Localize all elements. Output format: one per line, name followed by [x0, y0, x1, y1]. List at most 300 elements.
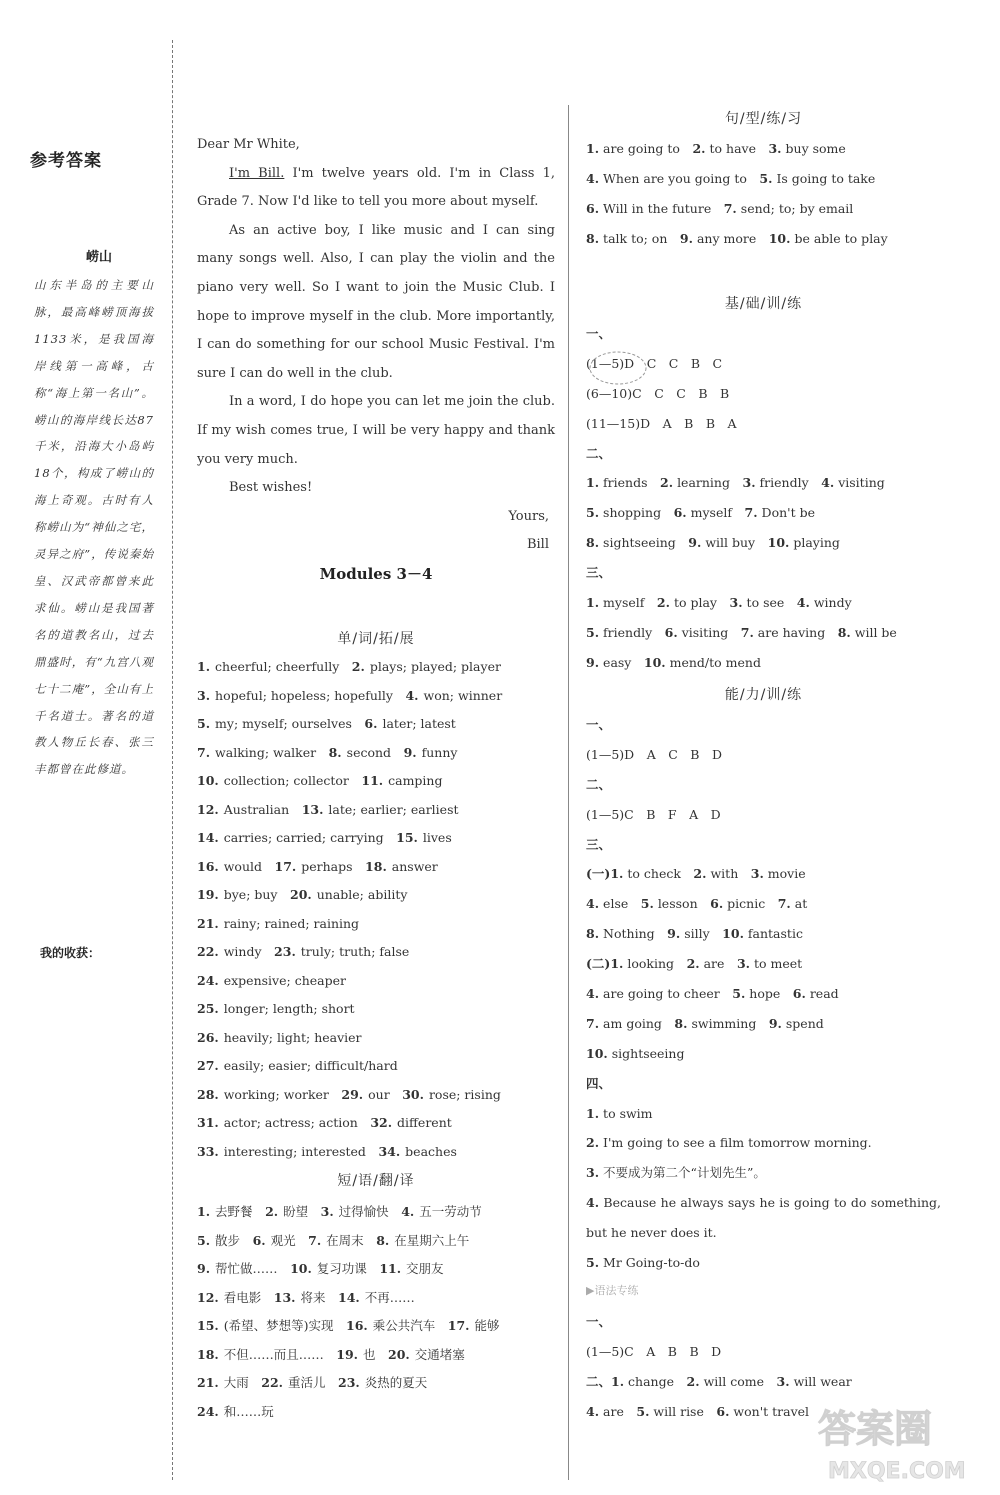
answer-text: learning — [677, 475, 730, 491]
answer-text: A — [662, 415, 672, 431]
answer-text: 看电影 — [223, 1289, 262, 1305]
item-number: 3. — [776, 1373, 790, 1389]
answer-text: B — [689, 1343, 699, 1359]
answer-line — [197, 938, 502, 967]
answer-text: hopeful; hopeless; hopefully — [215, 687, 393, 703]
answer-text: B — [646, 806, 656, 822]
answer-text: (希望、梦想等)实现 — [223, 1318, 334, 1333]
answer-text: 过得愉快 — [338, 1204, 389, 1219]
answer-text: A — [646, 1343, 656, 1359]
answer-line — [197, 710, 502, 739]
answer-text: friends — [603, 475, 648, 491]
answer-text: are going to cheer — [603, 986, 720, 1002]
item-number: 13. — [273, 1289, 296, 1305]
grammar-practice-tag: ▶语法专练 — [586, 1284, 639, 1297]
answer-line — [586, 919, 941, 949]
item-number: 2. — [656, 595, 670, 611]
answer-line — [586, 319, 897, 349]
answer-text: (1—5)C — [586, 1343, 634, 1359]
item-number: 6. — [252, 1232, 266, 1248]
answer-text: C — [668, 746, 678, 762]
answer-line — [586, 1158, 941, 1188]
item-number: 7. — [740, 624, 754, 640]
sample-letter — [197, 131, 555, 560]
item-number: 23. — [338, 1375, 360, 1390]
answer-line — [586, 1128, 941, 1158]
answer-line — [586, 800, 941, 830]
item-number: 20. — [290, 887, 312, 902]
item-number: 18. — [365, 858, 387, 874]
answer-line — [197, 995, 502, 1024]
item-number: 27. — [197, 1058, 219, 1073]
section-ability-title: 能/力/训/练 — [724, 687, 803, 703]
answer-line — [586, 710, 941, 740]
answer-text: to play — [673, 595, 717, 611]
letter-paragraph-2: As an active boy, I like music and I can sing many songs well. Also, I can play the violin and the piano very well. So I want to join the Music Club. I hope to improve myself in the club. More importantly, I can do something for our school Music Festival. I'm sure I can do well in the club. — [197, 222, 555, 381]
answer-text: to check — [627, 866, 681, 882]
item-number: 4. — [586, 170, 600, 186]
answer-text: friendly — [603, 624, 653, 640]
answer-text: windy — [813, 595, 852, 611]
answer-text: playing — [793, 535, 840, 551]
item-number: 5. — [759, 170, 773, 186]
item-number: 20. — [388, 1346, 410, 1362]
item-number: 9. — [667, 926, 681, 942]
answer-text: B — [698, 385, 708, 401]
answer-text: are — [703, 956, 725, 972]
answer-text: spend — [785, 1015, 824, 1031]
phrase-answers — [197, 1198, 500, 1426]
item-number: 15. — [396, 830, 418, 845]
answer-text: collection; collector — [223, 773, 349, 788]
item-number: 28. — [197, 1086, 219, 1102]
answer-line — [586, 770, 941, 800]
item-number: 3. — [197, 687, 211, 703]
answer-text: be able to play — [794, 230, 888, 246]
answer-text: (1—5)C — [586, 806, 634, 822]
answer-text: (11—15)D — [586, 415, 651, 431]
answer-text: easily; easier; difficult/hard — [223, 1058, 398, 1073]
answer-text: B — [684, 415, 694, 431]
answer-text: silly — [684, 926, 710, 942]
answer-text: 散步 — [215, 1232, 241, 1248]
item-number: 10. — [643, 654, 666, 670]
item-number: 1. — [586, 595, 600, 611]
answer-text: perhaps — [301, 858, 353, 874]
answer-text: 不但……而且…… — [223, 1346, 324, 1362]
answer-text: interesting; interested — [223, 1143, 366, 1159]
answer-line — [586, 558, 897, 588]
item-number: 6. — [716, 1403, 730, 1419]
item-number: (二)1. — [586, 956, 624, 972]
answer-text: would — [223, 858, 263, 874]
answer-text: A — [689, 806, 699, 822]
answer-text: B — [690, 355, 701, 371]
answer-line — [586, 648, 897, 678]
item-number: 24. — [197, 1403, 219, 1419]
answer-text: Is going to take — [776, 170, 876, 186]
item-number: 3. — [768, 141, 782, 156]
answer-line — [586, 1248, 941, 1278]
answer-text: at — [794, 896, 808, 912]
answer-line — [197, 1312, 500, 1341]
item-number: 4. — [405, 687, 419, 703]
answer-line — [586, 1307, 852, 1337]
item-number: 9. — [197, 1261, 211, 1276]
item-number: 三、 — [586, 565, 612, 581]
answer-text: 重活儿 — [287, 1375, 326, 1390]
answer-text: 也 — [362, 1346, 376, 1362]
watermark-url: MXQE.COM — [828, 1459, 966, 1484]
answer-text: camping — [388, 773, 443, 788]
right-column-rule — [568, 105, 569, 1480]
answer-text: second — [346, 744, 392, 760]
answer-text: easy — [603, 654, 632, 670]
answer-text: funny — [421, 744, 458, 760]
item-number: 1. — [586, 475, 600, 491]
answer-text: movie — [767, 866, 806, 882]
item-number: 10. — [586, 1045, 608, 1061]
answer-line — [197, 881, 502, 910]
answer-text: expensive; cheaper — [223, 972, 346, 988]
letter-sign-yours: Yours, — [508, 508, 549, 524]
section-pattern-title: 句/型/练/习 — [724, 111, 803, 127]
answer-line — [197, 1052, 502, 1081]
item-number: 6. — [792, 986, 806, 1002]
item-number: 25. — [197, 1001, 219, 1016]
item-number: 14. — [338, 1289, 360, 1305]
answer-line — [197, 1024, 502, 1053]
answer-text: longer; length; short — [223, 1001, 355, 1016]
answer-text: 交朋友 — [406, 1261, 444, 1276]
ability-answers — [586, 710, 941, 1278]
answer-text: won't travel — [733, 1403, 810, 1419]
answer-text: C — [668, 355, 679, 371]
answer-text: Australian — [223, 801, 290, 817]
answer-line — [197, 824, 502, 853]
answer-text: send; to; by email — [740, 200, 854, 216]
answer-text: talk to; on — [603, 230, 668, 246]
item-number: 22. — [261, 1375, 283, 1390]
answer-text: Because he always says he is going to do something, but he never does it. — [586, 1195, 941, 1241]
item-number: 4. — [401, 1204, 415, 1219]
answer-text: 盼望 — [283, 1204, 309, 1219]
item-number: 2. — [692, 141, 706, 156]
answer-key-title: 参考答案 — [30, 151, 102, 171]
answer-text: shopping — [603, 505, 662, 521]
answer-text: (1—5)D — [586, 746, 635, 762]
letter-sign-name: Bill — [526, 537, 549, 553]
item-number: 7. — [744, 505, 758, 521]
item-number: 4. — [796, 595, 810, 611]
item-number: 三、 — [586, 836, 612, 852]
answer-text: walking; walker — [215, 744, 317, 760]
answer-text: B — [690, 746, 700, 762]
letter-greeting: Dear Mr White, — [197, 137, 300, 152]
answer-text: to swim — [603, 1105, 653, 1121]
answer-text: unable; ability — [316, 887, 408, 902]
answer-line — [586, 468, 897, 498]
section-vocab-title: 单/词/拓/展 — [337, 631, 415, 647]
answer-line — [586, 1337, 852, 1367]
item-number: 3. — [736, 956, 750, 972]
item-number: 13. — [301, 801, 324, 817]
item-number: 8. — [328, 744, 342, 760]
item-number: 6. — [586, 200, 600, 216]
letter-paragraph-1 — [197, 160, 555, 217]
answer-text: buy some — [785, 141, 846, 156]
item-number: 4. — [586, 1195, 600, 1211]
item-number: 一、 — [586, 717, 612, 732]
answer-text: carries; carried; carrying — [223, 830, 384, 845]
answer-text: Mr Going-to-do — [603, 1255, 700, 1271]
answer-text: myself — [690, 505, 732, 521]
answer-text: When are you going to — [603, 170, 747, 186]
answer-line — [586, 1367, 852, 1397]
answer-text: D — [710, 806, 721, 822]
item-number: 24. — [197, 972, 219, 988]
item-number: 四、 — [586, 1075, 612, 1091]
answer-text: (1—5)D — [586, 355, 635, 371]
answer-line — [197, 1255, 500, 1284]
item-number: 2. — [586, 1135, 600, 1151]
answer-line — [586, 1009, 941, 1039]
answer-text: 不再…… — [364, 1289, 415, 1305]
item-number: 7. — [197, 744, 211, 760]
answer-line — [586, 164, 888, 194]
answer-line — [586, 498, 897, 528]
answer-line — [197, 967, 502, 996]
section-phrase-title: 短/语/翻/译 — [337, 1173, 415, 1189]
answer-text: answer — [391, 858, 438, 874]
answer-text: myself — [603, 595, 645, 611]
item-number: 5. — [636, 1403, 650, 1419]
answer-text: 大雨 — [223, 1375, 249, 1390]
answer-line — [586, 409, 897, 439]
item-number: 30. — [402, 1086, 424, 1102]
answer-text: B — [705, 415, 715, 431]
answer-line — [586, 1099, 941, 1129]
answer-text: different — [397, 1115, 452, 1130]
item-number: 6. — [710, 896, 724, 912]
answer-text: 交通堵塞 — [414, 1346, 465, 1362]
item-number: 12. — [197, 801, 219, 817]
item-number: 9. — [768, 1015, 782, 1031]
item-number: 2. — [686, 1373, 700, 1389]
answer-line — [586, 979, 941, 1009]
item-number: 21. — [197, 1375, 219, 1390]
answer-text: B — [667, 1343, 677, 1359]
answer-text: are going to — [603, 141, 680, 156]
answer-text: beaches — [405, 1143, 457, 1159]
item-number: 4. — [821, 475, 835, 491]
answer-line — [197, 1341, 500, 1370]
answer-text: to see — [746, 595, 785, 611]
answer-text: any more — [696, 230, 757, 246]
answer-text: 将来 — [300, 1289, 326, 1305]
answer-text: change — [628, 1373, 675, 1389]
answer-text: swimming — [691, 1015, 757, 1031]
answer-text: B — [720, 385, 730, 401]
answer-text: later; latest — [382, 716, 456, 731]
answer-text: 复习功课 — [316, 1261, 367, 1276]
item-number: 8. — [586, 535, 600, 551]
item-number: 8. — [586, 230, 600, 246]
item-number: 1. — [197, 659, 211, 674]
answer-text: will wear — [793, 1373, 852, 1389]
item-number: 10. — [768, 230, 791, 246]
watermark-logo — [812, 1396, 992, 1486]
module-title: Modules 3－4 — [319, 565, 433, 583]
answer-text: visiting — [681, 624, 729, 640]
item-number: 5. — [586, 505, 600, 521]
answer-text: 去野餐 — [215, 1204, 253, 1219]
answer-text: Will in the future — [603, 200, 712, 216]
answer-text: will buy — [705, 535, 756, 551]
item-number: 11. — [379, 1261, 402, 1276]
answer-text: rose; rising — [428, 1086, 501, 1102]
answer-text: A — [727, 415, 737, 431]
answer-text: will rise — [653, 1403, 704, 1419]
item-number: 1. — [586, 1105, 600, 1121]
column-divider — [172, 40, 173, 1480]
item-number: 6. — [364, 716, 378, 731]
item-number: 6. — [673, 505, 687, 521]
answer-text: 在星期六上午 — [394, 1232, 470, 1248]
answer-text: rainy; rained; raining — [223, 915, 360, 931]
item-number: 14. — [197, 830, 219, 845]
answer-text: 能够 — [474, 1318, 500, 1333]
answer-text: with — [710, 866, 739, 882]
item-number: 二、 — [586, 776, 612, 792]
answer-text: 炎热的夏天 — [364, 1375, 428, 1390]
item-number: 4. — [586, 986, 600, 1002]
item-number: 9. — [688, 535, 702, 551]
sidebar — [0, 0, 172, 1495]
answer-text: 在周末 — [326, 1232, 364, 1248]
answer-text: C — [712, 355, 723, 371]
item-number: 7. — [308, 1232, 322, 1248]
item-number: 22. — [197, 944, 219, 959]
answer-text: hope — [749, 986, 781, 1002]
item-number: 9. — [403, 744, 417, 760]
answer-line — [586, 830, 941, 860]
item-number: 2. — [351, 659, 365, 674]
item-number: 2. — [686, 956, 700, 972]
answer-text: C — [676, 385, 686, 401]
answer-line — [197, 1369, 500, 1398]
answer-line — [197, 1227, 500, 1256]
stamp-icon — [588, 348, 654, 390]
item-number: 15. — [197, 1318, 219, 1333]
item-number: 17. — [274, 858, 297, 874]
item-number: 2. — [693, 866, 707, 882]
answer-text: sightseeing — [603, 535, 676, 551]
answer-text: 乘公共汽车 — [372, 1318, 436, 1333]
letter-intro: I'm Bill. — [229, 165, 285, 181]
item-number: 10. — [767, 535, 790, 551]
item-number: 一、 — [586, 1314, 612, 1329]
answer-line — [586, 1069, 941, 1099]
answer-text: visiting — [838, 475, 885, 491]
item-number: 10. — [290, 1261, 312, 1276]
answer-line — [197, 682, 502, 711]
item-number: 5. — [197, 716, 211, 731]
answer-line — [197, 796, 502, 825]
answer-text: heavily; light; heavier — [223, 1029, 362, 1045]
answer-line — [197, 739, 502, 768]
item-number: 17. — [447, 1318, 470, 1333]
answer-text: plays; played; player — [369, 659, 501, 674]
item-number: 8. — [674, 1015, 688, 1031]
item-number: 5. — [586, 624, 600, 640]
item-number: 3. — [320, 1204, 334, 1219]
answer-text: D — [711, 746, 723, 762]
item-number: 26. — [197, 1029, 219, 1045]
item-number: 12. — [197, 1289, 219, 1305]
item-number: 34. — [378, 1143, 401, 1159]
item-number: 5. — [640, 896, 654, 912]
answer-line — [586, 194, 888, 224]
answer-text: 和……玩 — [223, 1403, 274, 1419]
item-number: 8. — [376, 1232, 390, 1248]
laoshan-text: 山东半岛的主要山脉，最高峰崂顶海拔1133米，是我国海岸线第一高峰，古称“海上第一名山”。崂山的海岸线长达87千米，沿海大小岛屿18个，构成了崂山的海上奇观。古时有人称崂山为“神仙之宅，灵异之府”，传说秦始皇、汉武帝都曾来此求仙。崂山是我国著名的道教名山，过去鼎盛时，有“九宫八观七十二庵”，全山有上千名道士。著名的道教人物丘长春、张三丰都曾在此修道。 — [34, 278, 154, 777]
answer-text: late; earlier; earliest — [328, 801, 459, 817]
letter-closing: Best wishes! — [229, 480, 313, 496]
item-number: 5. — [197, 1232, 211, 1248]
answer-text: lives — [422, 830, 452, 845]
item-number: 4. — [586, 1403, 600, 1419]
answer-text: sightseeing — [611, 1045, 685, 1061]
answer-line — [586, 740, 941, 770]
item-number: 一、 — [586, 326, 612, 341]
item-number: 11. — [361, 773, 384, 788]
item-number: 8. — [586, 926, 600, 942]
item-number: 10. — [197, 773, 219, 788]
item-number: (一)1. — [586, 866, 624, 882]
answer-text: friendly — [759, 475, 809, 491]
item-number: 2. — [265, 1204, 279, 1219]
answer-line — [586, 949, 941, 979]
item-number: 1. — [197, 1204, 211, 1219]
item-number: 7. — [777, 896, 791, 912]
answer-text: looking — [627, 956, 675, 972]
answer-text: our — [368, 1086, 390, 1102]
answer-text: 观光 — [270, 1232, 296, 1248]
item-number: 4. — [586, 896, 600, 912]
answer-text: (6—10)C — [586, 385, 642, 401]
letter-paragraph-3: In a word, I do hope you can let me join the club. If my wish comes true, I will be very happy and thank you very much. — [197, 394, 555, 467]
answer-text: Nothing — [603, 926, 655, 942]
item-number: 7. — [586, 1015, 600, 1031]
answer-text: F — [667, 806, 677, 822]
answer-text: working; worker — [223, 1086, 329, 1102]
answer-text: D — [711, 1343, 722, 1359]
answer-line — [586, 439, 897, 469]
watermark-text: 答案圈 — [818, 1407, 933, 1451]
item-number: 19. — [336, 1346, 358, 1362]
letter-p1-rest: I'm twelve years old. I'm in Class 1, Grade 7. Now I'd like to tell you more about myself. — [197, 165, 556, 210]
answer-line — [586, 618, 897, 648]
item-number: 9. — [679, 230, 693, 246]
answer-text: bye; buy — [223, 887, 278, 902]
item-number: 16. — [197, 858, 219, 874]
item-number: 18. — [197, 1346, 219, 1362]
item-number: 33. — [197, 1143, 219, 1159]
item-number: 10. — [722, 926, 744, 942]
answer-line — [197, 767, 502, 796]
item-number: 1. — [586, 141, 600, 156]
